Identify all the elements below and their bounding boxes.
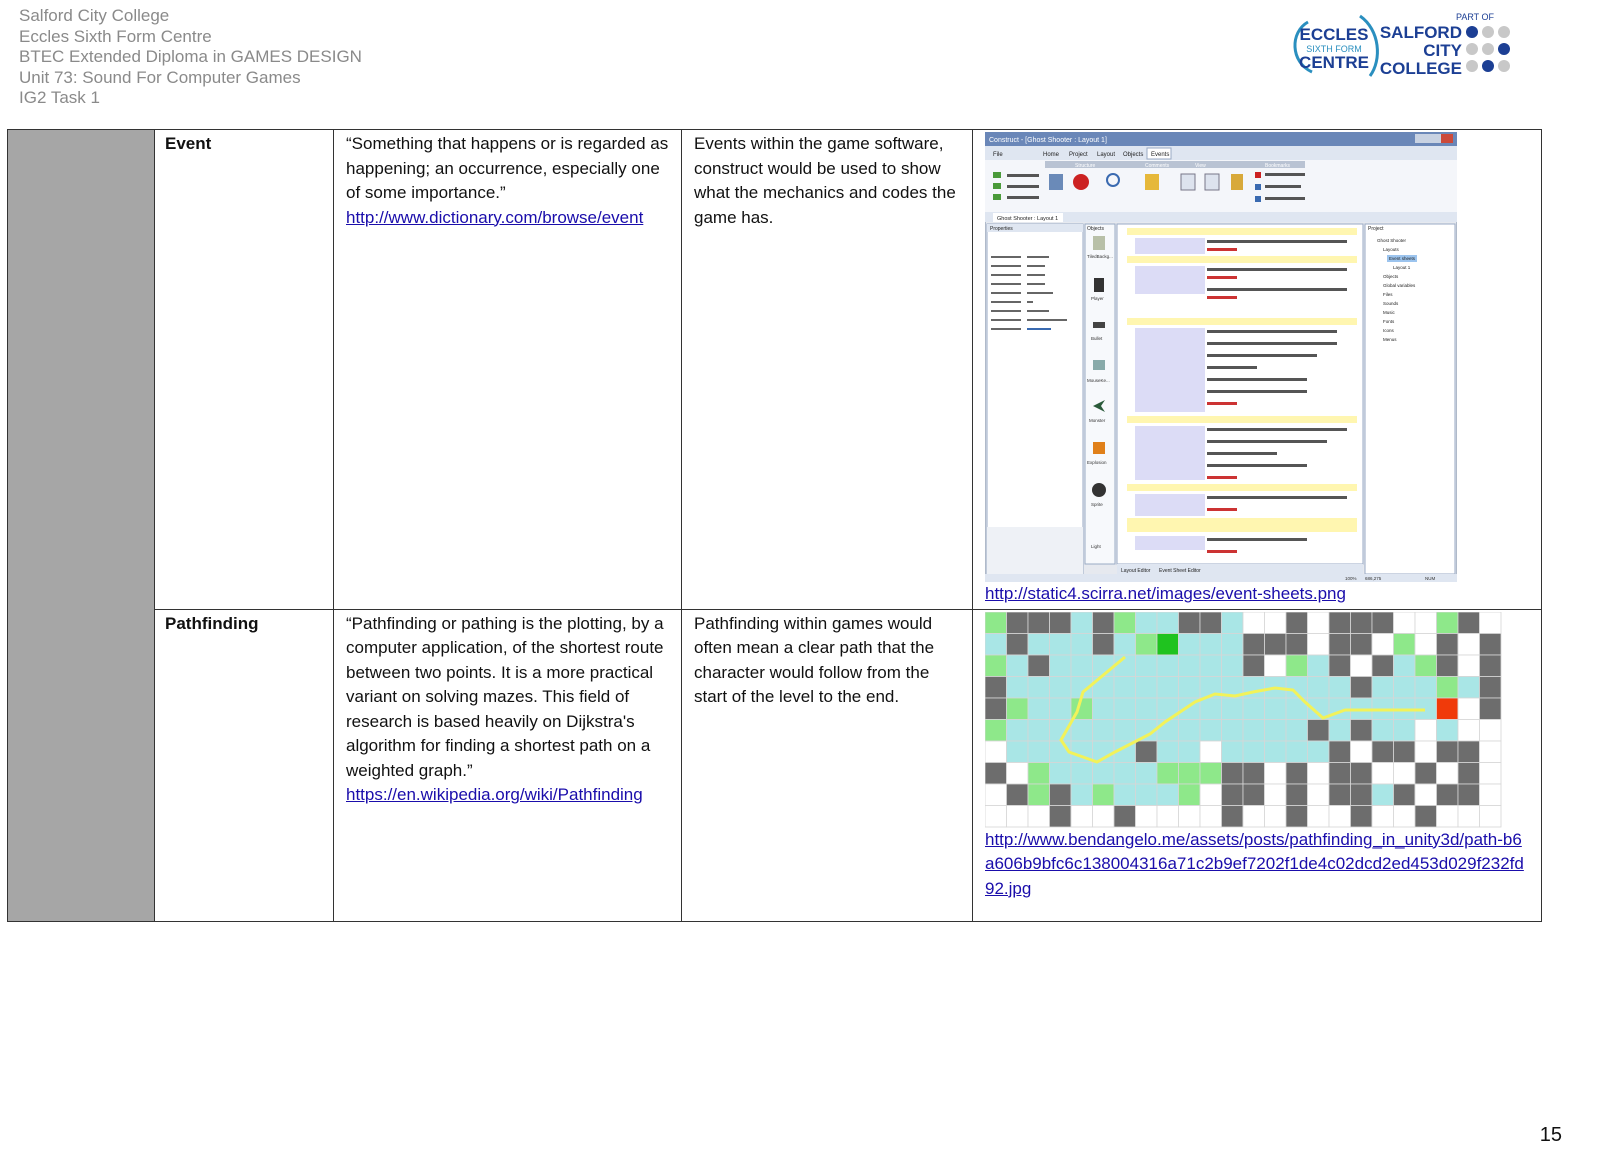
grid-cell	[1200, 805, 1222, 827]
grid-cell	[1114, 762, 1136, 784]
header-line: Eccles Sixth Form Centre	[19, 26, 212, 46]
grid-cell	[1329, 612, 1351, 634]
grid-cell	[1480, 784, 1502, 806]
ribbon-tab: Home	[1043, 152, 1060, 158]
terms-table	[7, 129, 1542, 922]
ribbon-tab: Objects	[1123, 152, 1144, 158]
grid-cell	[1458, 719, 1480, 741]
grid-cell	[985, 784, 1007, 806]
grid-cell	[1372, 633, 1394, 655]
grid-cell	[1136, 676, 1158, 698]
grid-cell	[1329, 719, 1351, 741]
grid-cell	[1372, 655, 1394, 677]
grid-cell	[1136, 805, 1158, 827]
grid-cell	[1200, 741, 1222, 763]
grid-cell	[1372, 741, 1394, 763]
grid-cell	[1028, 719, 1050, 741]
grid-cell	[1114, 612, 1136, 634]
object-label: Light	[1091, 544, 1101, 549]
salford-word: CITY	[1423, 41, 1462, 60]
table-row	[8, 130, 1542, 610]
grid-cell	[1329, 676, 1351, 698]
grid-cell	[1480, 741, 1502, 763]
grid-cell	[1007, 698, 1029, 720]
explanation-cell	[682, 609, 973, 921]
grid-cell	[1329, 655, 1351, 677]
grid-cell	[1243, 719, 1265, 741]
grid-cell	[1415, 784, 1437, 806]
grid-cell	[1480, 612, 1502, 634]
object-label: Sprite	[1091, 502, 1103, 507]
grid-cell	[1372, 805, 1394, 827]
grid-cell	[1394, 655, 1416, 677]
grid-cell	[985, 719, 1007, 741]
grid-cell	[1437, 698, 1459, 720]
header-line: BTEC Extended Diploma in GAMES DESIGN	[19, 47, 362, 66]
grid-cell	[1136, 655, 1158, 677]
grid-cell	[1114, 784, 1136, 806]
grid-cell	[1222, 762, 1244, 784]
grid-cell	[1157, 655, 1179, 677]
grid-cell	[985, 741, 1007, 763]
grid-cell	[1437, 676, 1459, 698]
grid-cell	[1050, 633, 1072, 655]
grid-cell	[1050, 612, 1072, 634]
object-label: Bullet	[1091, 336, 1103, 341]
grid-cell	[1007, 762, 1029, 784]
tree-item: Sounds	[1383, 301, 1399, 306]
object-label: MouseKe...	[1087, 378, 1110, 383]
ribbon-section: Bookmarks	[1265, 163, 1291, 169]
grid-cell	[1458, 655, 1480, 677]
grid-cell	[1157, 805, 1179, 827]
tree-item: Event sheets	[1389, 256, 1416, 261]
grid-cell	[1157, 762, 1179, 784]
ribbon-section: Structure	[1075, 163, 1096, 169]
project-panel-title: Project	[1368, 226, 1384, 232]
grid-cell	[1286, 655, 1308, 677]
grid-cell	[1394, 612, 1416, 634]
grid-cell	[1200, 762, 1222, 784]
grid-cell	[1093, 612, 1115, 634]
grid-cell	[1093, 633, 1115, 655]
tree-item: Files	[1383, 292, 1393, 297]
grid-cell	[1480, 676, 1502, 698]
grid-cell	[1394, 784, 1416, 806]
term-cell	[155, 609, 334, 921]
grid-cell	[1179, 633, 1201, 655]
grid-cell	[1480, 762, 1502, 784]
grid-cell	[1200, 633, 1222, 655]
grid-cell	[1028, 655, 1050, 677]
grid-cell	[1394, 762, 1416, 784]
object-label: Monster	[1089, 418, 1106, 423]
grid-cell	[1458, 698, 1480, 720]
ribbon-section: Comments	[1145, 163, 1170, 169]
grid-cell	[1372, 612, 1394, 634]
definition-cell	[334, 130, 682, 610]
grid-cell	[1243, 784, 1265, 806]
grid-cell	[1243, 698, 1265, 720]
definition-link[interactable]: http://www.dictionary.com/browse/event	[346, 207, 644, 227]
grid-cell	[1308, 805, 1330, 827]
grid-cell	[1157, 719, 1179, 741]
grid-cell	[1093, 805, 1115, 827]
grid-cell	[1071, 633, 1093, 655]
grid-cell	[1222, 698, 1244, 720]
grid-cell	[1093, 719, 1115, 741]
grid-cell	[1200, 784, 1222, 806]
ribbon-tab: Events	[1151, 152, 1170, 158]
grid-cell	[1329, 633, 1351, 655]
grid-cell	[1480, 719, 1502, 741]
grid-cell	[1329, 784, 1351, 806]
grid-cell	[1114, 633, 1136, 655]
grid-cell	[1394, 741, 1416, 763]
header-line: IG2 Task 1	[19, 88, 100, 107]
status-item: NUM	[1425, 576, 1436, 581]
construct-event-sheet-image	[985, 132, 1457, 582]
grid-cell	[1286, 719, 1308, 741]
grid-cell	[1050, 805, 1072, 827]
grid-cell	[1007, 784, 1029, 806]
grid-cell	[1415, 719, 1437, 741]
grid-cell	[1179, 612, 1201, 634]
objects-panel-title: Objects	[1087, 226, 1104, 232]
grid-cell	[1114, 698, 1136, 720]
grid-cell	[1308, 633, 1330, 655]
grid-cell	[1372, 676, 1394, 698]
grid-cell	[1050, 762, 1072, 784]
explanation-text: Pathfinding within games would often mean a clear path that the character would follow from the start of the level to the end.	[694, 613, 935, 706]
grid-cell	[1136, 784, 1158, 806]
grid-cell	[985, 762, 1007, 784]
explanation-cell	[682, 130, 973, 610]
grid-cell	[1351, 719, 1373, 741]
grid-cell	[1480, 805, 1502, 827]
grid-cell	[1071, 762, 1093, 784]
grid-cell	[1157, 784, 1179, 806]
grid-cell	[1265, 655, 1287, 677]
grid-cell	[1329, 762, 1351, 784]
definition-text: “Pathfinding or pathing is the plotting, by a computer application, of the shortest route between two points. It is a more practical variant on solving mazes. This field of research is based heavily on Dijkstra's algorithm for finding a shortest path on a weighted graph.”	[346, 613, 664, 780]
grid-cell	[1286, 741, 1308, 763]
grid-cell	[1007, 741, 1029, 763]
object-label: Explosion	[1087, 460, 1107, 465]
grid-cell	[1222, 612, 1244, 634]
grid-cell	[985, 633, 1007, 655]
eccles-word: CENTRE	[1299, 53, 1369, 72]
tree-item: Ghost Shooter	[1377, 238, 1407, 243]
grid-cell	[1050, 655, 1072, 677]
grid-cell	[1157, 676, 1179, 698]
grid-cell	[1265, 633, 1287, 655]
term-cell	[155, 130, 334, 610]
grid-cell	[1007, 633, 1029, 655]
grid-cell	[1458, 633, 1480, 655]
grid-cell	[1265, 612, 1287, 634]
grid-cell	[1265, 805, 1287, 827]
grid-cell	[1394, 676, 1416, 698]
grid-cell	[1351, 612, 1373, 634]
grid-cell	[1028, 698, 1050, 720]
grid-cell	[1200, 655, 1222, 677]
grid-cell	[1329, 805, 1351, 827]
grid-cell	[1265, 762, 1287, 784]
grid-cell	[1265, 719, 1287, 741]
grid-cell	[1007, 719, 1029, 741]
tree-item: Global variables	[1383, 283, 1416, 288]
grid-cell	[1222, 655, 1244, 677]
grid-cell	[1179, 676, 1201, 698]
grid-cell	[1243, 741, 1265, 763]
grid-cell	[1222, 784, 1244, 806]
grid-cell	[1243, 805, 1265, 827]
grid-cell	[985, 676, 1007, 698]
grid-cell	[1308, 784, 1330, 806]
grid-cell	[1415, 762, 1437, 784]
grid-cell	[1437, 784, 1459, 806]
grid-cell	[1415, 805, 1437, 827]
side-column	[8, 130, 155, 922]
grid-cell	[1308, 655, 1330, 677]
grid-cell	[1179, 655, 1201, 677]
tree-item: Fonts	[1383, 319, 1395, 324]
grid-cell	[1222, 741, 1244, 763]
tree-item: Icons	[1383, 328, 1394, 333]
tree-item: Layout 1	[1393, 265, 1411, 270]
grid-cell	[1437, 719, 1459, 741]
document-header	[19, 6, 362, 109]
grid-cell	[985, 612, 1007, 634]
grid-cell	[1372, 719, 1394, 741]
definition-link[interactable]: https://en.wikipedia.org/wiki/Pathfinding	[346, 785, 643, 804]
college-logos	[1290, 10, 1580, 82]
grid-cell	[1286, 784, 1308, 806]
grid-cell	[1114, 719, 1136, 741]
grid-cell	[985, 805, 1007, 827]
grid-cell	[1028, 762, 1050, 784]
pathfinding-grid-image	[985, 612, 1503, 828]
grid-cell	[1200, 612, 1222, 634]
grid-cell	[1458, 762, 1480, 784]
grid-cell	[1028, 612, 1050, 634]
grid-cell	[1136, 698, 1158, 720]
eccles-logo	[1295, 16, 1377, 76]
grid-cell	[1329, 741, 1351, 763]
grid-cell	[1093, 762, 1115, 784]
grid-cell	[1351, 784, 1373, 806]
page-number: 15	[1539, 1124, 1562, 1146]
grid-cell	[1243, 612, 1265, 634]
ribbon-tab: File	[993, 152, 1003, 158]
object-label: Player	[1091, 296, 1104, 301]
grid-cell	[1028, 784, 1050, 806]
grid-cell	[1415, 676, 1437, 698]
grid-cell	[1157, 633, 1179, 655]
grid-cell	[1394, 633, 1416, 655]
grid-cell	[1136, 762, 1158, 784]
grid-cell	[1458, 741, 1480, 763]
grid-cell	[985, 698, 1007, 720]
grid-cell	[1415, 655, 1437, 677]
eccles-word: ECCLES	[1299, 25, 1369, 44]
term-label: Pathfinding	[165, 613, 259, 633]
grid-cell	[1093, 784, 1115, 806]
screenshot-title: Construct - [Ghost Shooter : Layout 1]	[989, 137, 1107, 144]
image-cell	[973, 130, 1542, 610]
grid-cell	[1007, 655, 1029, 677]
grid-cell	[1394, 805, 1416, 827]
grid-cell	[1286, 805, 1308, 827]
bottom-tab: Layout Editor	[1121, 568, 1151, 574]
ribbon-tab: Project	[1069, 152, 1088, 158]
grid-cell	[1179, 719, 1201, 741]
grid-cell	[1437, 633, 1459, 655]
grid-cell	[1200, 698, 1222, 720]
grid-cell	[1415, 633, 1437, 655]
image-source-link[interactable]: http://static4.scirra.net/images/event-sheets.png	[985, 584, 1346, 603]
grid-cell	[1372, 784, 1394, 806]
grid-cell	[1351, 741, 1373, 763]
grid-cell	[1071, 655, 1093, 677]
grid-cell	[1351, 762, 1373, 784]
header-line: Salford City College	[19, 6, 170, 25]
grid-cell	[1071, 719, 1093, 741]
ribbon-section: View	[1195, 163, 1206, 169]
grid-cell	[1071, 805, 1093, 827]
tree-item: Menus	[1383, 337, 1397, 342]
explanation-text: Events within the game software, construct would be used to show what the mechanics and codes the game has.	[694, 134, 956, 227]
grid-cell	[1136, 612, 1158, 634]
grid-cell	[1480, 633, 1502, 655]
grid-cell	[1071, 612, 1093, 634]
term-label: Event	[165, 134, 212, 153]
grid-cell	[1351, 805, 1373, 827]
grid-cell	[1243, 633, 1265, 655]
grid-cell	[1394, 719, 1416, 741]
grid-cell	[1458, 612, 1480, 634]
image-cell	[973, 609, 1542, 921]
grid-cell	[1007, 676, 1029, 698]
grid-cell	[1480, 698, 1502, 720]
definition-cell	[334, 609, 682, 921]
grid-cell	[1437, 655, 1459, 677]
grid-cell	[1437, 741, 1459, 763]
grid-cell	[1007, 805, 1029, 827]
grid-cell	[1286, 612, 1308, 634]
grid-cell	[1458, 676, 1480, 698]
grid-cell	[1458, 784, 1480, 806]
grid-cell	[1050, 676, 1072, 698]
grid-cell	[1458, 805, 1480, 827]
salford-word: COLLEGE	[1379, 59, 1462, 78]
grid-cell	[1114, 805, 1136, 827]
grid-cell	[1372, 762, 1394, 784]
grid-cell	[1071, 784, 1093, 806]
grid-cell	[1136, 633, 1158, 655]
grid-cell	[1050, 784, 1072, 806]
grid-cell	[1265, 784, 1287, 806]
document-tab: Ghost Shooter : Layout 1	[997, 216, 1059, 222]
image-source-link[interactable]: http://www.bendangelo.me/assets/posts/pathfinding_in_unity3d/path-b6a606b9bfc6c138004316a71c2b9ef7202f1de4c02dcd2ed453d029f232fd92.jpg	[985, 829, 1524, 898]
grid-cell	[1243, 762, 1265, 784]
header-line: Unit 73: Sound For Computer Games	[19, 67, 301, 87]
grid-cell	[1179, 741, 1201, 763]
grid-cell	[1222, 719, 1244, 741]
salford-dots-icon	[1466, 26, 1510, 72]
grid-cell	[1265, 741, 1287, 763]
grid-cell	[1114, 676, 1136, 698]
salford-part-of: PART OF	[1455, 12, 1495, 22]
grid-cell	[1222, 805, 1244, 827]
grid-cell	[1286, 762, 1308, 784]
grid-cell	[1157, 612, 1179, 634]
grid-cell	[1007, 612, 1029, 634]
tree-item: Music	[1383, 310, 1395, 315]
tree-item: Layouts	[1383, 247, 1399, 252]
object-label: TiledBackg...	[1087, 254, 1113, 259]
bottom-tab: Event Sheet Editor	[1159, 568, 1201, 574]
status-item: 686,275	[1365, 576, 1382, 581]
grid-cell	[1437, 762, 1459, 784]
grid-cell	[1308, 612, 1330, 634]
grid-cell	[1243, 655, 1265, 677]
grid-cell	[1179, 805, 1201, 827]
grid-cell	[1415, 741, 1437, 763]
grid-cell	[1157, 741, 1179, 763]
salford-logo	[1380, 12, 1510, 78]
grid-cell	[985, 655, 1007, 677]
grid-cell	[1480, 655, 1502, 677]
grid-cell	[1437, 612, 1459, 634]
grid-cell	[1437, 805, 1459, 827]
grid-cell	[1028, 741, 1050, 763]
salford-word: SALFORD	[1379, 23, 1462, 42]
grid-cell	[1415, 612, 1437, 634]
ribbon-tab: Layout	[1097, 152, 1116, 158]
grid-cell	[1200, 719, 1222, 741]
status-item: 100%	[1345, 576, 1357, 581]
grid-cell	[1351, 655, 1373, 677]
grid-cell	[1222, 633, 1244, 655]
table-row	[8, 609, 1542, 921]
grid-cell	[1308, 762, 1330, 784]
definition-text: “Something that happens or is regarded as happening; an occurrence, especially one of some importance.”	[346, 134, 669, 202]
grid-cell	[1179, 784, 1201, 806]
grid-cell	[1028, 805, 1050, 827]
close-icon	[1441, 134, 1453, 143]
properties-panel-title: Properties	[990, 226, 1013, 232]
tree-item: Objects	[1383, 274, 1399, 279]
grid-cell	[1265, 698, 1287, 720]
grid-cell	[1028, 676, 1050, 698]
grid-cell	[1136, 741, 1158, 763]
grid-cell	[1028, 633, 1050, 655]
grid-cell	[1351, 676, 1373, 698]
grid-cell	[1093, 698, 1115, 720]
grid-cell	[1308, 741, 1330, 763]
grid-cell	[1179, 762, 1201, 784]
grid-cell	[1050, 698, 1072, 720]
grid-cell	[1308, 719, 1330, 741]
grid-cell	[1286, 633, 1308, 655]
eccles-word: SIXTH FORM	[1306, 44, 1362, 54]
grid-cell	[1308, 676, 1330, 698]
grid-cell	[1351, 633, 1373, 655]
